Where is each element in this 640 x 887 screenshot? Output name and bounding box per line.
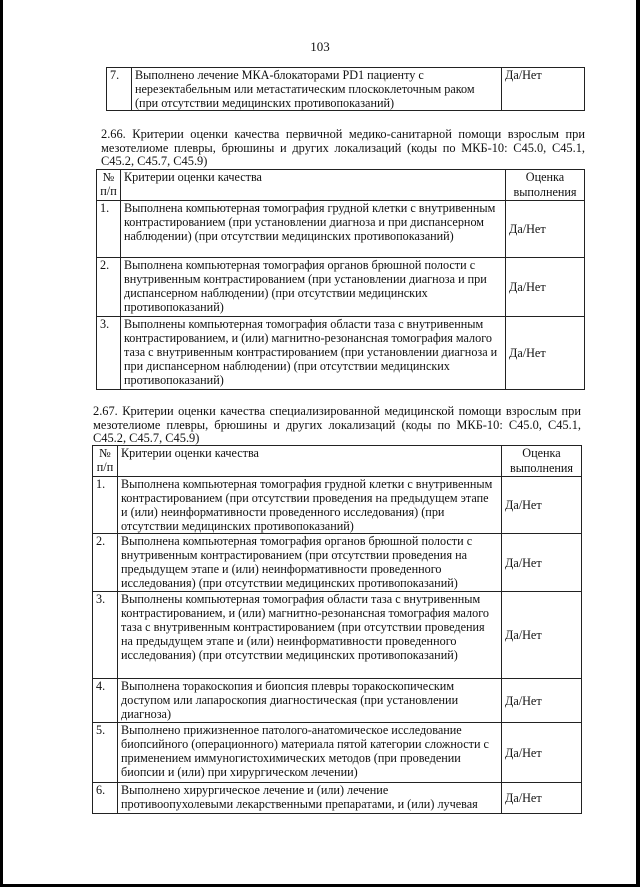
criterion-text: Выполнены компьютерная томография области таза с внутривенным контрастированием, и (или) магнитно-резонансная томография малого таза с внутривенным контрастированием (при установлении диагноза и при диспансерном наблюдении) (при отсутствии медицинских противопоказаний) <box>121 317 506 390</box>
row-number: 3. <box>93 592 118 679</box>
table-row <box>93 723 582 783</box>
criterion-text: Выполнено лечение МКА-блокаторами PD1 пациенту с нерезектабельным или метастатическим плоскоклеточным раком (при отсутствии медицинских противопоказаний) <box>132 68 502 111</box>
scan-border-left <box>0 0 3 887</box>
continuation-table <box>106 67 585 111</box>
header-grade: Оценка выполнения <box>502 446 582 477</box>
row-number: 2. <box>93 534 118 592</box>
table-row <box>93 679 582 723</box>
row-number: 6. <box>93 783 118 814</box>
row-number: 1. <box>97 201 121 258</box>
grade-cell: Да/Нет <box>502 592 582 679</box>
criterion-text: Выполнено прижизненное патолого-анатомическое исследование биопсийного (операционного) материала пятой категории сложности с применением иммуногистохимических методов (при проведении биопсии и (или) при хирургическом лечении) <box>118 723 502 783</box>
header-grade: Оценка выполнения <box>506 170 585 201</box>
criterion-text: Выполнены компьютерная томография области таза с внутривенным контрастированием, и (или) магнитно-резонансная томография малого таза с внутривенным контрастированием (при отсутствии проведения на предыдущем этапе и (или) неинформативности проведенного исследования) (при отсутствии медицинских противопоказаний) <box>118 592 502 679</box>
scan-border-right <box>636 0 640 887</box>
criterion-text: Выполнена компьютерная томография грудной клетки с внутривенным контрастированием (при отсутствии проведения на предыдущем этапе и (или) неинформативности проведенного исследования) (при отсутствии медицинских противопоказаний) <box>118 477 502 534</box>
row-number: 7. <box>107 68 132 111</box>
table-header-row <box>97 170 585 201</box>
header-criterion: Критерии оценки качества <box>118 446 502 477</box>
grade-cell: Да/Нет <box>506 317 585 390</box>
header-criterion: Критерии оценки качества <box>121 170 506 201</box>
grade-cell: Да/Нет <box>502 783 582 814</box>
grade-cell: Да/Нет <box>506 201 585 258</box>
table-row <box>93 477 582 534</box>
row-number: 4. <box>93 679 118 723</box>
table-row <box>93 592 582 679</box>
criterion-text: Выполнена торакоскопия и биопсия плевры торакоскопическим доступом или лапароскопия диагностическая (при установлении диагноза) <box>118 679 502 723</box>
row-number: 5. <box>93 723 118 783</box>
grade-cell: Да/Нет <box>502 723 582 783</box>
criterion-text: Выполнена компьютерная томография органов брюшной полости с внутривенным контрастированием (при установлении диагноза и при диспансерном наблюдении) (при отсутствии медицинских противопоказаний) <box>121 258 506 317</box>
header-num: № п/п <box>97 170 121 201</box>
header-num: № п/п <box>93 446 118 477</box>
grade-cell: Да/Нет <box>502 534 582 592</box>
table-header-row <box>93 446 582 477</box>
section-267-table <box>92 445 582 814</box>
grade-cell: Да/Нет <box>502 68 585 111</box>
row-number: 3. <box>97 317 121 390</box>
grade-cell: Да/Нет <box>502 477 582 534</box>
table-row <box>93 783 582 814</box>
row-number: 2. <box>97 258 121 317</box>
section-266-title: 2.66. Критерии оценки качества первичной медико-санитарной помощи взрослым при мезотелиоме плевры, брюшины и других локализаций (коды по МКБ-10: C45.0, C45.1, C45.2, C45.7, C45.9) <box>101 127 585 168</box>
grade-cell: Да/Нет <box>502 679 582 723</box>
criterion-text: Выполнена компьютерная томография грудной клетки с внутривенным контрастированием (при установлении диагноза и при диспансерном наблюдении) (при отсутствии медицинских противопоказаний) <box>121 201 506 258</box>
page-number: 103 <box>310 39 330 54</box>
grade-cell: Да/Нет <box>506 258 585 317</box>
table-row <box>97 258 585 317</box>
table-row <box>93 534 582 592</box>
section-267-title: 2.67. Критерии оценки качества специализированной медицинской помощи взрослым при мезотелиоме плевры, брюшины и других локализаций (коды по МКБ-10: C45.0, C45.1, C45.2, C45.7, C45.9) <box>93 404 581 445</box>
criterion-text: Выполнено хирургическое лечение и (или) лечение противоопухолевыми лекарственными препаратами, и (или) лучевая <box>118 783 502 814</box>
row-number: 1. <box>93 477 118 534</box>
table-row <box>97 201 585 258</box>
table-row <box>97 317 585 390</box>
section-266-table <box>96 169 585 390</box>
table-row <box>107 68 585 111</box>
criterion-text: Выполнена компьютерная томография органов брюшной полости с внутривенным контрастированием (при отсутствии проведения на предыдущем этапе и (или) неинформативности проведенного исследования) (при отсутствии медицинских противопоказаний) <box>118 534 502 592</box>
